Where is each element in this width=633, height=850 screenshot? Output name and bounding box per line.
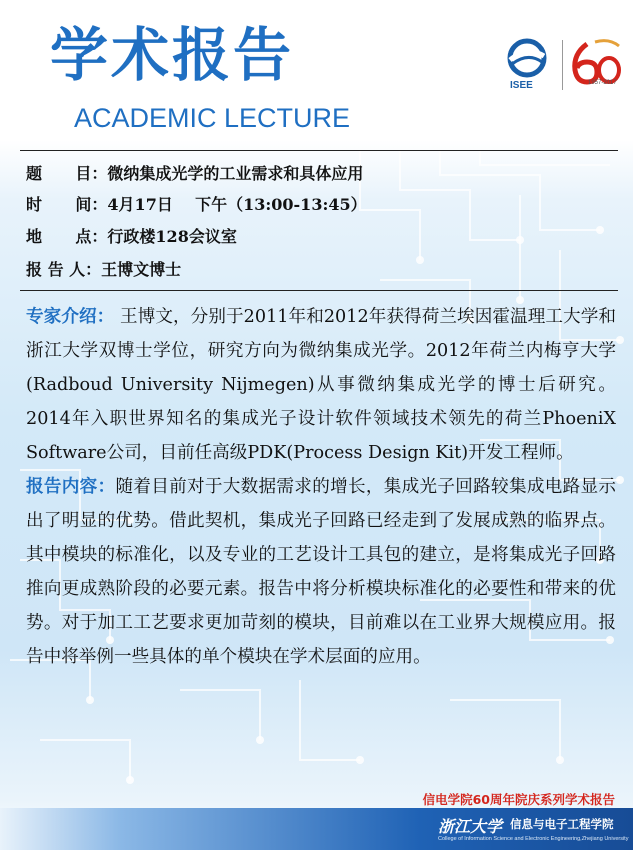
isee-logo-text: ISEE: [510, 80, 533, 91]
footer-banner: [0, 808, 633, 850]
speaker-intro-paragraph: [26, 300, 616, 470]
logo-divider: [562, 40, 563, 90]
lecture-body: [26, 300, 616, 674]
college-name-english: College of Information Science and Electronic Engineering,Zhejiang University: [438, 836, 629, 842]
speaker-intro-text: 王博文，分别于2011年和2012年获得荷兰埃因霍温理工大学和浙江大学双博士学位，研究方向为微纳集成光学。2012年荷兰内梅亨大学(Radboud University Nijmegen)从事微纳集成光学的博士后研究。2014年入职世界知名的集成光子设计软件领域技术领先的荷兰PhoeniX Software公司，目前任高级PDK(Process Design Kit)开发工程师。: [26, 307, 616, 463]
lecture-content-text: 随着目前对于大数据需求的增长，集成光子回路较集成电路显示出了明显的优势。借此契机，集成光子回路已经走到了发展成熟的临界点。其中模块的标准化，以及专业的工艺设计工具包的建立，是将集成光子回路推向更成熟阶段的必要元素。报告中将分析模块标准化的必要性和带来的优势。对于加工工艺要求更加苛刻的模块，目前难以在工业界大规模应用。报告中将举例一些具体的单个模块在学术层面的应用。: [26, 477, 616, 667]
lecture-title-chinese: 学术报告: [50, 21, 295, 89]
lecture-content-paragraph: [26, 470, 616, 674]
lecture-content-heading: 报告内容：: [26, 476, 116, 497]
lecture-title-english: ACADEMIC LECTURE: [74, 103, 351, 133]
info-bottom-rule: [20, 290, 618, 291]
anniversary-years: 1957-2017: [588, 80, 617, 86]
series-title: 信电学院60周年院庆系列学术报告: [422, 792, 615, 807]
topic-line: 题 目：微纳集成光学的工业需求和具体应用: [26, 164, 364, 183]
university-calligraphy: 浙江大学: [438, 817, 503, 836]
speaker-intro-heading: 专家介绍：: [26, 306, 115, 327]
info-top-rule: [20, 150, 618, 151]
college-name: 信息与电子工程学院: [510, 817, 614, 831]
time-line: 时 间：4月17日 下午（13:00-13:45）: [26, 195, 367, 214]
speaker-line: 报 告 人：王博文博士: [26, 260, 182, 279]
place-line: 地 点：行政楼128会议室: [26, 227, 237, 246]
